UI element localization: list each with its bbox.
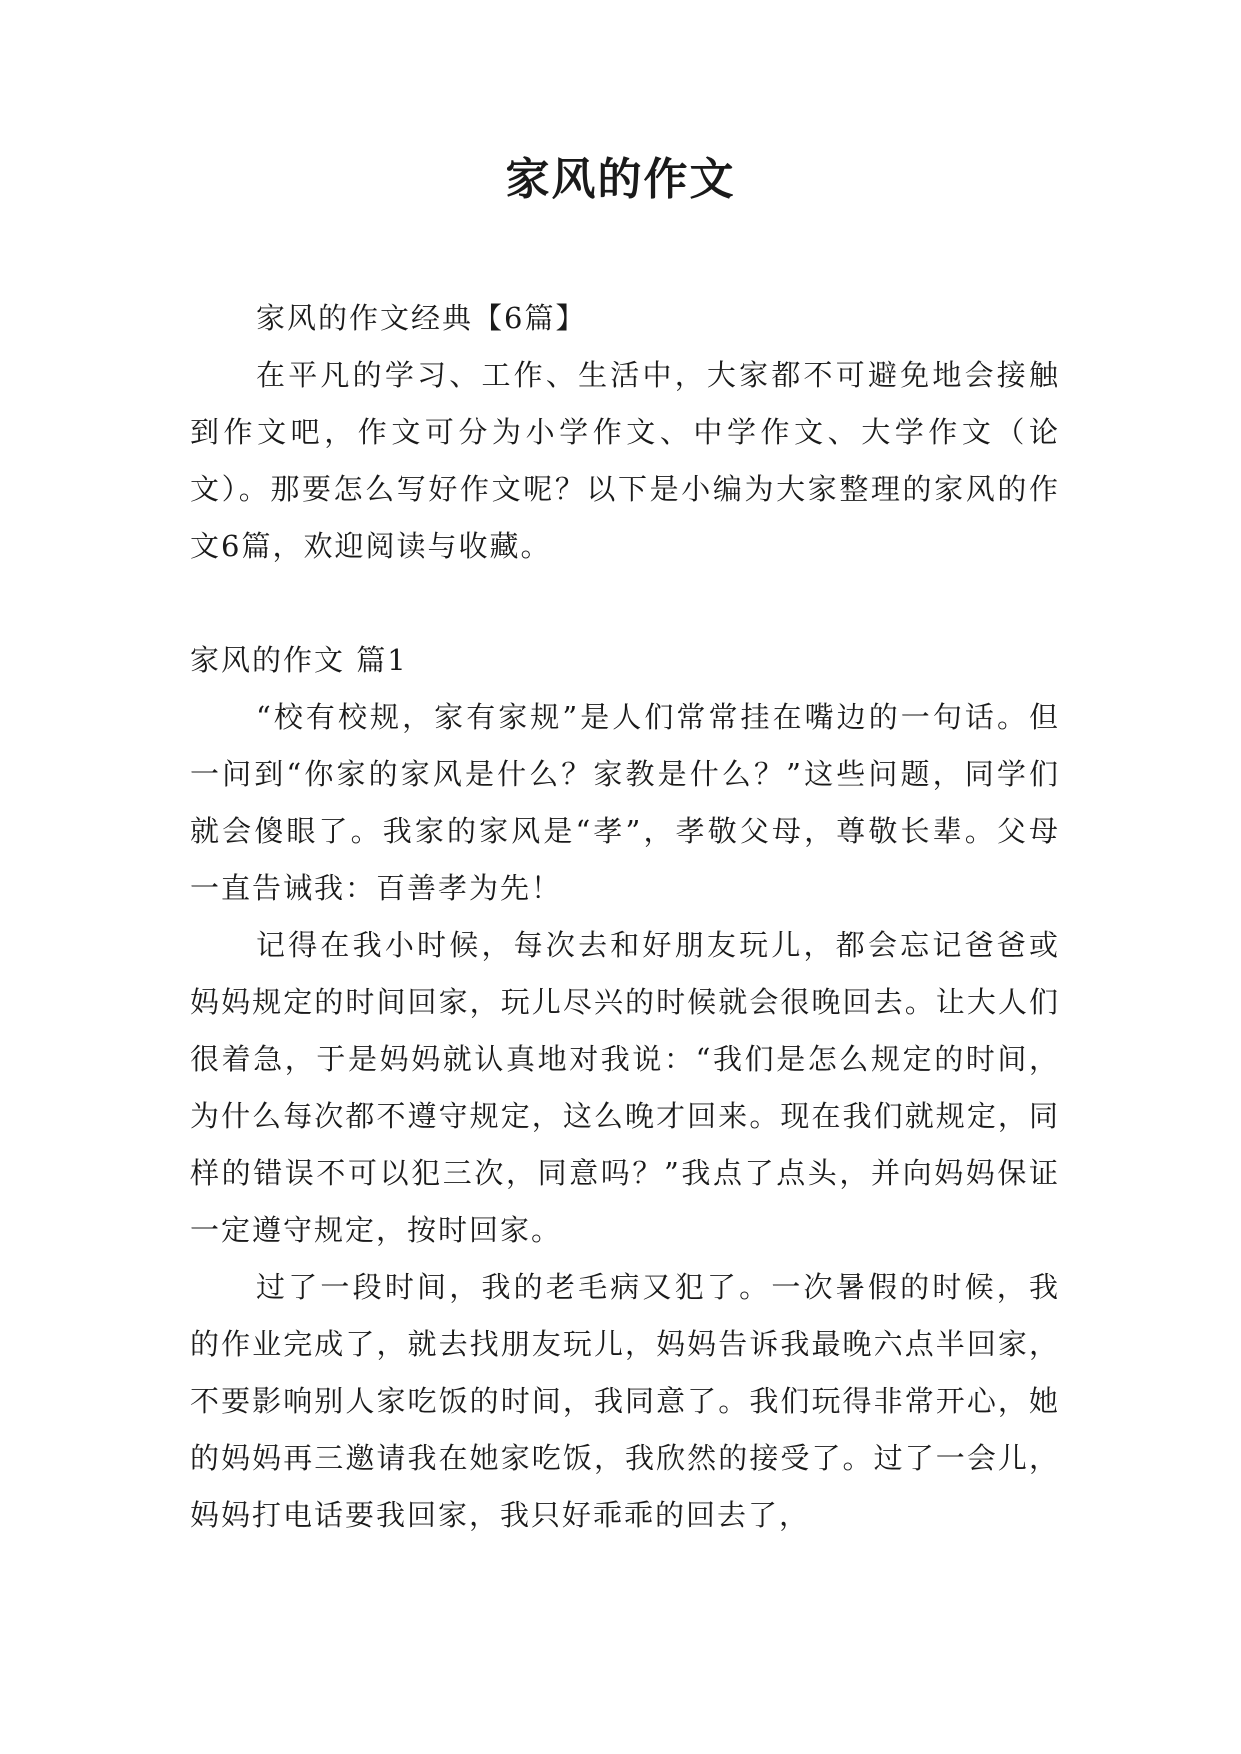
document-subtitle: 家风的作文经典【6篇】	[256, 301, 587, 335]
body-paragraph-2: 记得在我小时候，每次去和好朋友玩儿，都会忘记爸爸或妈妈规定的时间回家，玩儿尽兴的时候就会很晚回去。让大人们很着急，于是妈妈就认真地对我说：“我们是怎么规定的时间，为什么每次都不遵守规定，这么晚才回来。现在我们就规定，同样的错误不可以犯三次，同意吗？”我点了点头，并向妈妈保证一定遵守规定，按时回家。	[190, 928, 1060, 1247]
section-heading: 家风的作文 篇1	[190, 643, 408, 677]
body-paragraph-1: “校有校规，家有家规”是人们常常挂在嘴边的一句话。但一问到“你家的家风是什么？家教是什么？”这些问题，同学们就会傻眼了。我家的家风是“孝”，孝敬父母，尊敬长辈。父母一直告诫我：百善孝为先！	[190, 700, 1060, 905]
document-title: 家风的作文	[505, 154, 736, 205]
document-body	[190, 290, 1060, 1544]
intro-paragraph: 在平凡的学习、工作、生活中，大家都不可避免地会接触到作文吧，作文可分为小学作文、中学作文、大学作文（论文）。那要怎么写好作文呢？以下是小编为大家整理的家风的作文6篇，欢迎阅读与收藏。	[190, 358, 1060, 563]
section-spacer	[190, 575, 1060, 632]
body-paragraph-3: 过了一段时间，我的老毛病又犯了。一次暑假的时候，我的作业完成了，就去找朋友玩儿，妈妈告诉我最晚六点半回家，不要影响别人家吃饭的时间，我同意了。我们玩得非常开心，她的妈妈再三邀请我在她家吃饭，我欣然的接受了。过了一会儿，妈妈打电话要我回家，我只好乖乖的回去了，	[190, 1270, 1060, 1532]
